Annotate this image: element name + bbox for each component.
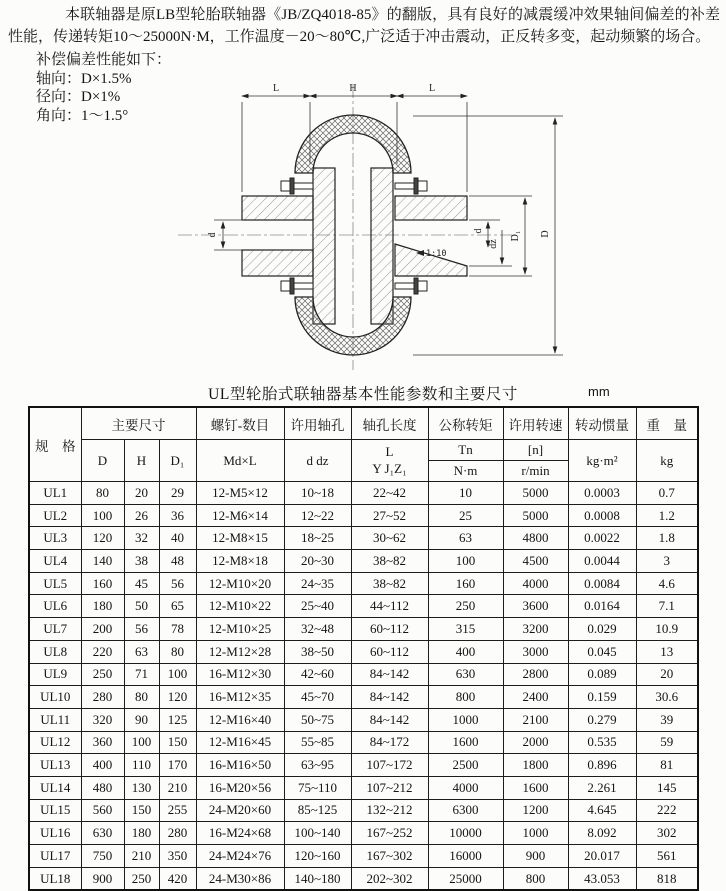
col-weight: 重 量 — [636, 407, 698, 440]
table-cell: 160 — [81, 572, 124, 595]
table-cell: 100 — [124, 731, 159, 754]
table-cell: 140~180 — [284, 867, 351, 890]
table-cell: 7.1 — [636, 595, 698, 618]
table-cell: 160 — [428, 572, 503, 595]
table-cell: 63 — [124, 640, 159, 663]
table-cell: 145 — [636, 776, 698, 799]
table-cell: 480 — [81, 776, 124, 799]
table-cell: 50~75 — [284, 708, 351, 731]
table-cell: 302 — [636, 822, 698, 845]
table-cell: 130 — [124, 776, 159, 799]
table-row — [29, 731, 698, 754]
table-cell: 10000 — [428, 822, 503, 845]
table-cell: 38~50 — [284, 640, 351, 663]
coupling-cross-section — [170, 76, 620, 378]
table-row — [29, 867, 698, 890]
table-cell: 20 — [124, 482, 159, 505]
table-row — [29, 595, 698, 618]
table-row — [29, 482, 698, 505]
dim-label-d-left: d — [207, 232, 218, 238]
table-cell: 0.535 — [568, 731, 636, 754]
table-cell: 24-M20×60 — [196, 799, 284, 822]
table-cell: 48 — [159, 550, 196, 573]
table-cell: UL2 — [29, 504, 81, 527]
table-cell: 16000 — [428, 845, 503, 868]
table-cell: 5000 — [503, 504, 568, 527]
table-cell: 800 — [503, 867, 568, 890]
table-cell: 0.0022 — [568, 527, 636, 550]
table-cell: 84~142 — [351, 686, 428, 709]
col-screws-sub: Md×L — [196, 440, 284, 482]
col-bore: 许用轴孔 — [284, 407, 351, 440]
table-cell: 630 — [81, 822, 124, 845]
table-cell: 280 — [159, 822, 196, 845]
col-screws: 螺钉-数目 — [196, 407, 284, 440]
table-cell: 12-M6×14 — [196, 504, 284, 527]
table-cell: 630 — [428, 663, 503, 686]
table-cell: 12-M5×12 — [196, 482, 284, 505]
table-cell: 0.089 — [568, 663, 636, 686]
table-cell: 900 — [81, 867, 124, 890]
table-cell: 210 — [124, 845, 159, 868]
table-cell: 5000 — [503, 482, 568, 505]
table-cell: UL5 — [29, 572, 81, 595]
table-cell: 80 — [124, 686, 159, 709]
col-d1: D₁ — [159, 440, 196, 482]
table-cell: 42~60 — [284, 663, 351, 686]
bolt-top-left — [281, 178, 313, 194]
table-cell: 4500 — [503, 550, 568, 573]
table-cell: 1200 — [503, 799, 568, 822]
table-cell: 1600 — [503, 776, 568, 799]
table-cell: 2500 — [428, 754, 503, 777]
table-cell: UL8 — [29, 640, 81, 663]
table-cell: 1.8 — [636, 527, 698, 550]
table-cell: 280 — [81, 686, 124, 709]
table-row — [29, 686, 698, 709]
right-hub — [395, 196, 467, 276]
table-cell: 10 — [428, 482, 503, 505]
table-row — [29, 550, 698, 573]
table-cell: 800 — [428, 686, 503, 709]
table-cell: 20.017 — [568, 845, 636, 868]
table-cell: 78 — [159, 618, 196, 641]
table-cell: 85~125 — [284, 799, 351, 822]
table-cell: UL3 — [29, 527, 81, 550]
table-cell: 65 — [159, 595, 196, 618]
col-d: D — [81, 440, 124, 482]
table-cell: 350 — [159, 845, 196, 868]
table-cell: 2000 — [503, 731, 568, 754]
table-cell: 120~160 — [284, 845, 351, 868]
table-cell: 16-M24×68 — [196, 822, 284, 845]
table-cell: 50 — [124, 595, 159, 618]
table-cell: 1000 — [503, 822, 568, 845]
table-cell: 90 — [124, 708, 159, 731]
table-cell: 84~142 — [351, 663, 428, 686]
bore-length-yjz: Y J₁Z₁ — [372, 460, 407, 476]
table-cell: 16-M20×56 — [196, 776, 284, 799]
col-h: H — [124, 440, 159, 482]
table-cell: UL14 — [29, 776, 81, 799]
table-cell: 63 — [428, 527, 503, 550]
table-cell: 40 — [159, 527, 196, 550]
table-cell: 0.279 — [568, 708, 636, 731]
table-cell: 2400 — [503, 686, 568, 709]
table-cell: 26 — [124, 504, 159, 527]
col-bore-length-sub — [351, 440, 428, 482]
table-row — [29, 799, 698, 822]
table-row — [29, 504, 698, 527]
table-cell: 20~30 — [284, 550, 351, 573]
table-row — [29, 640, 698, 663]
table-cell: 12-M10×20 — [196, 572, 284, 595]
table-cell: 0.0044 — [568, 550, 636, 573]
dimension-top — [242, 96, 467, 192]
coupling-diagram — [170, 76, 620, 378]
table-cell: 200 — [81, 618, 124, 641]
col-inertia: 转动惯量 — [568, 407, 636, 440]
table-cell: 38 — [124, 550, 159, 573]
col-torque: 公称转矩 — [428, 407, 503, 440]
table-cell: 220 — [81, 640, 124, 663]
col-bore-length: 轴孔长度 — [351, 407, 428, 440]
table-title: UL型轮胎式联轴器基本性能参数和主要尺寸 — [208, 386, 518, 403]
table-cell: UL4 — [29, 550, 81, 573]
table-cell: UL18 — [29, 867, 81, 890]
table-cell: 0.896 — [568, 754, 636, 777]
table-cell: 3600 — [503, 595, 568, 618]
table-cell: 360 — [81, 731, 124, 754]
spec-line-angular: 角向：1～1.5° — [36, 107, 129, 124]
table-cell: 30~62 — [351, 527, 428, 550]
table-cell: 12-M10×25 — [196, 618, 284, 641]
table-cell: 400 — [81, 754, 124, 777]
table-cell: 3200 — [503, 618, 568, 641]
table-cell: 12-M16×40 — [196, 708, 284, 731]
dim-label-dz: dz — [488, 239, 499, 249]
table-cell: 10~18 — [284, 482, 351, 505]
table-cell: 210 — [159, 776, 196, 799]
table-cell: UL1 — [29, 482, 81, 505]
table-row — [29, 618, 698, 641]
table-cell: 38~82 — [351, 572, 428, 595]
table-cell: 84~142 — [351, 708, 428, 731]
table-cell: 80 — [159, 640, 196, 663]
table-cell: 400 — [428, 640, 503, 663]
table-cell: 24~35 — [284, 572, 351, 595]
table-cell: 107~212 — [351, 776, 428, 799]
dim-label-l-right: L — [428, 83, 436, 94]
table-cell: 12-M16×45 — [196, 731, 284, 754]
table-cell: 20 — [636, 663, 698, 686]
table-cell: 25~40 — [284, 595, 351, 618]
dim-label-h: H — [349, 83, 357, 94]
spec-line-axial: 轴向：D×1.5% — [36, 70, 132, 87]
table-cell: 22~42 — [351, 482, 428, 505]
table-cell: 10.9 — [636, 618, 698, 641]
table-cell: 25000 — [428, 867, 503, 890]
table-cell: 0.0164 — [568, 595, 636, 618]
left-hub — [242, 196, 313, 276]
table-cell: 24-M30×86 — [196, 867, 284, 890]
col-spec: 规 格 — [29, 407, 81, 482]
table-cell: 63~95 — [284, 754, 351, 777]
table-cell: UL7 — [29, 618, 81, 641]
table-cell: UL16 — [29, 822, 81, 845]
table-cell: 100 — [81, 504, 124, 527]
table-row — [29, 572, 698, 595]
table-cell: 0.0003 — [568, 482, 636, 505]
table-cell: 29 — [159, 482, 196, 505]
bolt-top-right — [395, 178, 427, 194]
table-cell: 202~302 — [351, 867, 428, 890]
table-cell: 120 — [159, 686, 196, 709]
table-cell: 150 — [159, 731, 196, 754]
table-row — [29, 754, 698, 777]
table-row — [29, 776, 698, 799]
table-cell: 818 — [636, 867, 698, 890]
table-cell: 13 — [636, 640, 698, 663]
table-cell: 12-M12×28 — [196, 640, 284, 663]
table-cell: 0.029 — [568, 618, 636, 641]
table-cell: 30.6 — [636, 686, 698, 709]
table-cell: 180 — [81, 595, 124, 618]
table-cell: 56 — [124, 618, 159, 641]
table-cell: 1.2 — [636, 504, 698, 527]
table-cell: 110 — [124, 754, 159, 777]
table-cell: 45 — [124, 572, 159, 595]
table-row — [29, 822, 698, 845]
table-cell: 167~252 — [351, 822, 428, 845]
dim-label-d-right: d — [473, 228, 484, 234]
col-inertia-unit: kg·m² — [568, 440, 636, 482]
table-cell: 167~302 — [351, 845, 428, 868]
table-cell: 100 — [428, 550, 503, 573]
table-cell: UL11 — [29, 708, 81, 731]
table-cell: 180 — [124, 822, 159, 845]
bolt-bottom-right — [395, 278, 427, 294]
table-cell: 320 — [81, 708, 124, 731]
table-cell: 0.159 — [568, 686, 636, 709]
table-cell: 84~172 — [351, 731, 428, 754]
table-cell: UL6 — [29, 595, 81, 618]
table-row — [29, 527, 698, 550]
taper-label: 1:10 — [426, 249, 447, 259]
col-bore-sub: d dz — [284, 440, 351, 482]
table-cell: UL15 — [29, 799, 81, 822]
spec-line-radial: 径向：D×1% — [36, 89, 121, 105]
table-cell: 3000 — [503, 640, 568, 663]
table-cell: 12~22 — [284, 504, 351, 527]
table-cell: 60~112 — [351, 640, 428, 663]
table-cell: 32 — [124, 527, 159, 550]
table-cell: 100~140 — [284, 822, 351, 845]
dim-label-l-left: L — [272, 83, 280, 94]
table-cell: 36 — [159, 504, 196, 527]
table-cell: 150 — [124, 799, 159, 822]
table-cell: UL10 — [29, 686, 81, 709]
table-cell: 140 — [81, 550, 124, 573]
table-cell: 107~172 — [351, 754, 428, 777]
table-cell: 250 — [81, 663, 124, 686]
table-cell: 2800 — [503, 663, 568, 686]
table-cell: 4.645 — [568, 799, 636, 822]
table-cell: UL13 — [29, 754, 81, 777]
table-cell: 60~112 — [351, 618, 428, 641]
table-cell: 1600 — [428, 731, 503, 754]
table-cell: 222 — [636, 799, 698, 822]
table-cell: 120 — [81, 527, 124, 550]
table-cell: 315 — [428, 618, 503, 641]
table-cell: 16-M12×35 — [196, 686, 284, 709]
compensation-title: 补偿偏差性能如下： — [36, 52, 172, 68]
table-cell: 12-M10×22 — [196, 595, 284, 618]
table-cell: 44~112 — [351, 595, 428, 618]
table-cell: 125 — [159, 708, 196, 731]
table-cell: 1800 — [503, 754, 568, 777]
table-cell: 100 — [159, 663, 196, 686]
col-speed: 许用转速 — [503, 407, 568, 440]
table-cell: UL17 — [29, 845, 81, 868]
table-cell: 250 — [124, 867, 159, 890]
table-cell: 0.0008 — [568, 504, 636, 527]
params-table — [28, 406, 699, 891]
table-cell: 250 — [428, 595, 503, 618]
col-weight-unit: kg — [636, 440, 698, 482]
dim-label-d1: D₁ — [510, 230, 521, 242]
table-cell: 561 — [636, 845, 698, 868]
table-cell: 39 — [636, 708, 698, 731]
table-header — [29, 407, 698, 482]
table-row — [29, 845, 698, 868]
table-cell: 2100 — [503, 708, 568, 731]
table-cell: 71 — [124, 663, 159, 686]
table-cell: 0.0084 — [568, 572, 636, 595]
bolt-bottom-left — [281, 278, 313, 294]
table-cell: 420 — [159, 867, 196, 890]
table-cell: 8.092 — [568, 822, 636, 845]
col-main-dims: 主要尺寸 — [81, 407, 196, 440]
table-title-row — [0, 382, 726, 402]
table-cell: 80 — [81, 482, 124, 505]
table-cell: 16-M16×50 — [196, 754, 284, 777]
table-cell: 4800 — [503, 527, 568, 550]
table-body — [29, 482, 698, 891]
table-cell: 24-M24×76 — [196, 845, 284, 868]
table-cell: 12-M8×18 — [196, 550, 284, 573]
dim-label-big-d: D — [540, 230, 551, 238]
unit-label: mm — [588, 384, 610, 399]
table-cell: 255 — [159, 799, 196, 822]
table-cell: 16-M12×30 — [196, 663, 284, 686]
table-cell: 3 — [636, 550, 698, 573]
col-torque-unit: N·m — [428, 461, 503, 482]
table-cell: 4000 — [503, 572, 568, 595]
table-cell: 55~85 — [284, 731, 351, 754]
table-cell: 0.7 — [636, 482, 698, 505]
intro-paragraph: 本联轴器是原LB型轮胎联轴器《JB/ZQ4018-85》的翻版，具有良好的减震缓冲效果轴间偏差的补差性能，传递转矩10～25000N·M，工作温度－20～80℃,广泛适于冲击震动，正反转多变，起动频繁的场合。 — [8, 7, 720, 45]
table-cell: 2.261 — [568, 776, 636, 799]
table-cell: 81 — [636, 754, 698, 777]
table-cell: 1000 — [428, 708, 503, 731]
table-cell: 132~212 — [351, 799, 428, 822]
bore-length-l: L — [385, 444, 394, 460]
col-speed-unit: r/min — [503, 461, 568, 482]
table-cell: 38~82 — [351, 550, 428, 573]
table-cell: 4000 — [428, 776, 503, 799]
table-cell: 18~25 — [284, 527, 351, 550]
table-cell: 750 — [81, 845, 124, 868]
table-cell: 560 — [81, 799, 124, 822]
table-cell: UL9 — [29, 663, 81, 686]
table-cell: 75~110 — [284, 776, 351, 799]
table-cell: 900 — [503, 845, 568, 868]
table-row — [29, 663, 698, 686]
col-torque-sym: Tn — [428, 440, 503, 461]
table-row — [29, 708, 698, 731]
table-cell: 12-M8×15 — [196, 527, 284, 550]
table-cell: 59 — [636, 731, 698, 754]
table-cell: 43.053 — [568, 867, 636, 890]
table-cell: UL12 — [29, 731, 81, 754]
table-cell: 56 — [159, 572, 196, 595]
table-cell: 6300 — [428, 799, 503, 822]
col-speed-sym: [n] — [503, 440, 568, 461]
table-cell: 27~52 — [351, 504, 428, 527]
table-cell: 45~70 — [284, 686, 351, 709]
table-cell: 4.6 — [636, 572, 698, 595]
table-cell: 25 — [428, 504, 503, 527]
table-cell: 32~48 — [284, 618, 351, 641]
table-cell: 0.045 — [568, 640, 636, 663]
table-cell: 170 — [159, 754, 196, 777]
